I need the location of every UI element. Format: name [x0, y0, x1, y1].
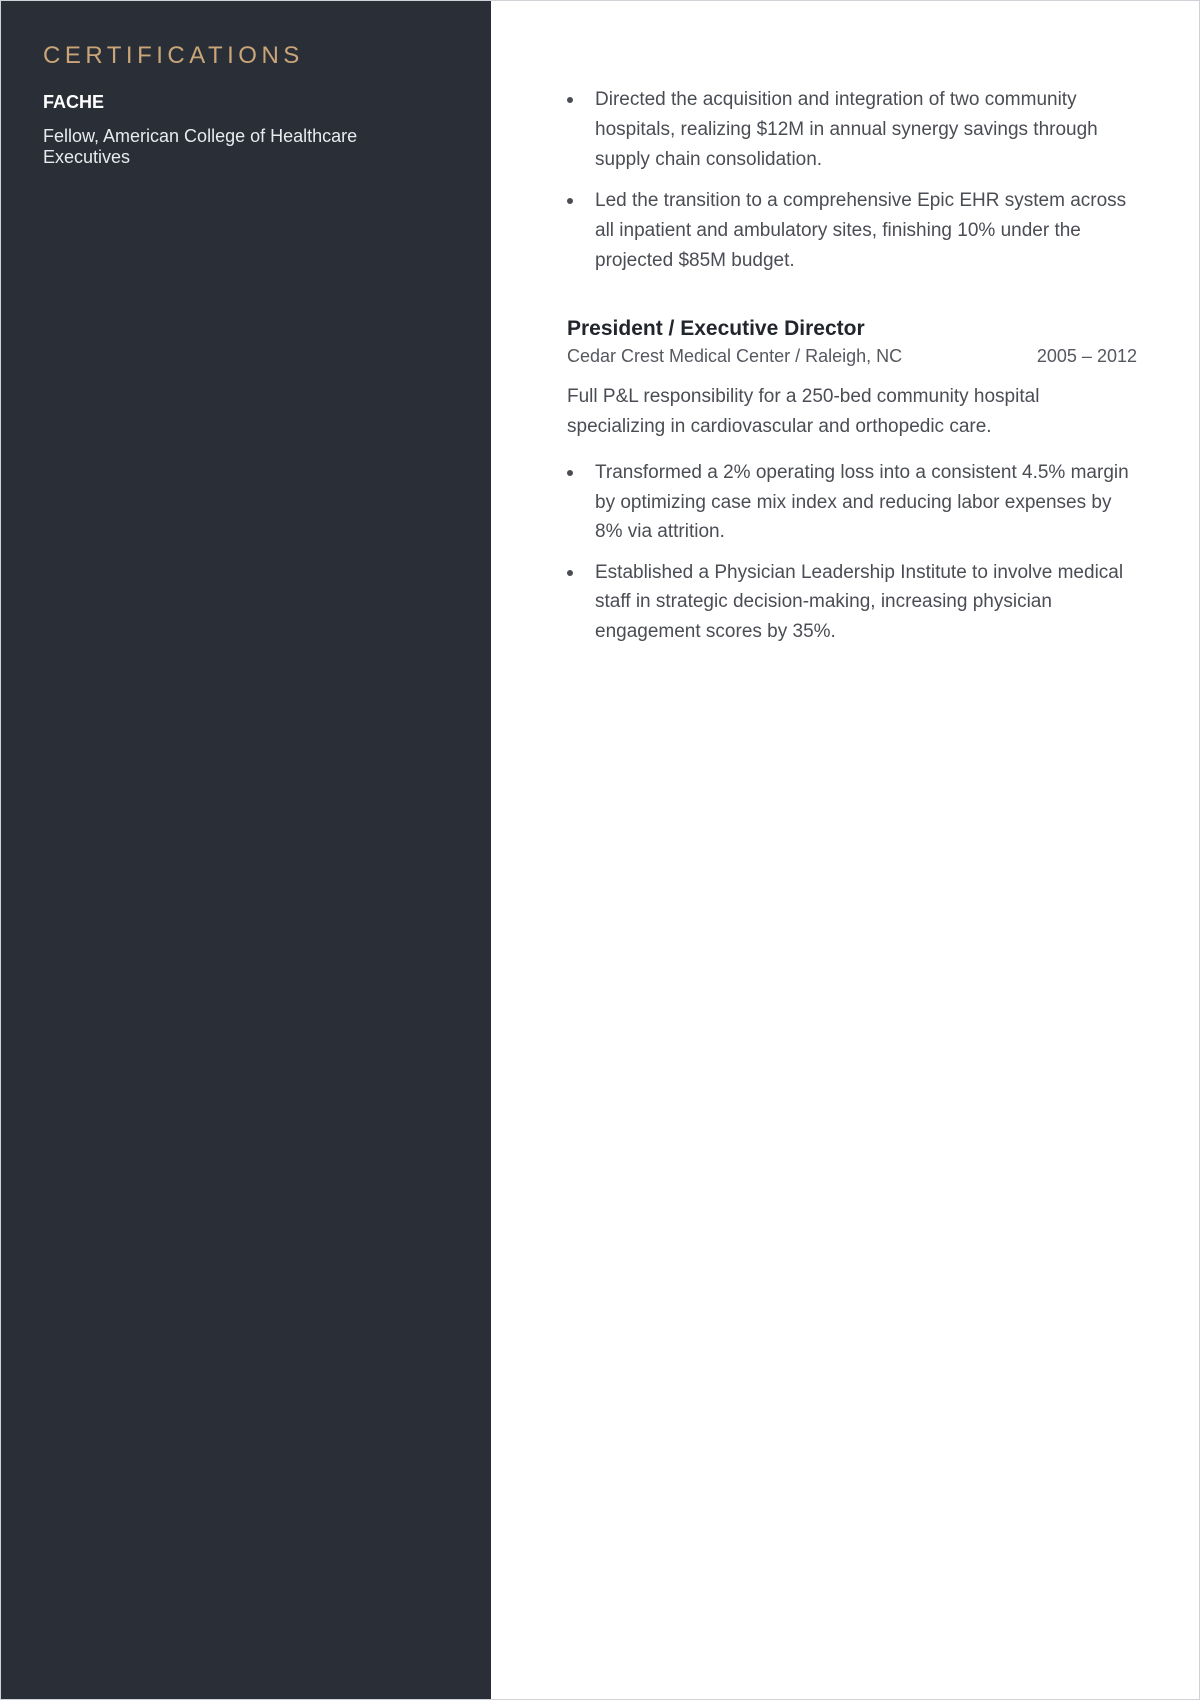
certifications-heading: CERTIFICATIONS — [43, 42, 304, 69]
main-content — [567, 1, 1137, 646]
job-title: President / Executive Director — [567, 317, 865, 340]
job-entry — [567, 316, 1137, 646]
job-organization: Cedar Crest Medical Center / Raleigh, NC — [567, 346, 903, 366]
bullet-icon — [567, 470, 573, 476]
previous-job-bullets — [567, 85, 1137, 276]
sidebar — [1, 1, 491, 1699]
certification-description: Fellow, American College of Healthcare Executives — [43, 126, 358, 167]
bullet-icon — [567, 570, 573, 576]
bullet-icon — [567, 97, 573, 103]
bullet-icon — [567, 198, 573, 204]
certification-title: FACHE — [43, 92, 105, 112]
certification-item — [43, 91, 449, 168]
job-meta — [567, 345, 1137, 367]
job-summary: Full P&L responsibility for a 250-bed community hospital specializing in cardiovascular and orthopedic care. — [567, 386, 1040, 437]
bullet-item — [567, 85, 1137, 175]
bullet-text: Established a Physician Leadership Institute to involve medical staff in strategic decision-making, increasing physician engagement scores by 35%. — [595, 561, 1124, 642]
bullet-item — [567, 458, 1137, 547]
bullet-item — [567, 558, 1137, 647]
bullet-text: Led the transition to a comprehensive Epic EHR system across all inpatient and ambulatory sites, finishing 10% under the projected $85M budget. — [595, 190, 1127, 271]
bullet-text: Directed the acquisition and integration of two community hospitals, realizing $12M in annual synergy savings through supply chain consolidation. — [595, 89, 1098, 170]
bullet-item — [567, 186, 1137, 276]
certifications-section — [43, 41, 449, 168]
job-dates: 2005 – 2012 — [1036, 346, 1137, 366]
bullet-text: Transformed a 2% operating loss into a consistent 4.5% margin by optimizing case mix index and reducing labor expenses by 8% via attrition. — [595, 462, 1129, 542]
job-bullets — [567, 458, 1137, 646]
